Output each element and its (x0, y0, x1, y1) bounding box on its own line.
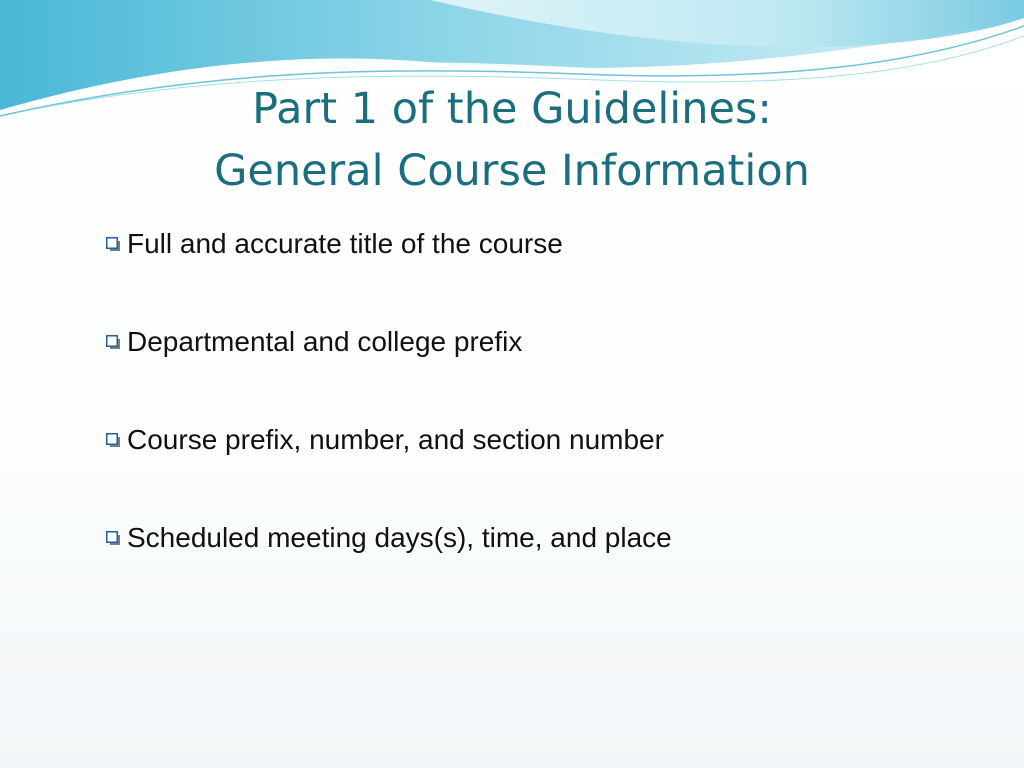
checkbox-bullet-icon (106, 237, 120, 251)
slide-title (0, 78, 1024, 202)
bullet-text: Departmental and college prefix (127, 326, 523, 357)
list-item (106, 222, 672, 266)
list-item (106, 320, 672, 364)
bullet-text: Scheduled meeting days(s), time, and place (127, 522, 672, 553)
checkbox-bullet-icon (106, 531, 120, 545)
checkbox-bullet-icon (106, 433, 120, 447)
checkbox-bullet-icon (106, 335, 120, 349)
list-item (106, 418, 672, 462)
bullet-text: Course prefix, number, and section number (127, 424, 664, 455)
slide-title-line-2: General Course Information (214, 146, 810, 196)
bullet-text: Full and accurate title of the course (127, 228, 563, 259)
bullet-list (106, 222, 672, 614)
slide-title-line-1: Part 1 of the Guidelines: (252, 84, 772, 134)
list-item (106, 516, 672, 560)
